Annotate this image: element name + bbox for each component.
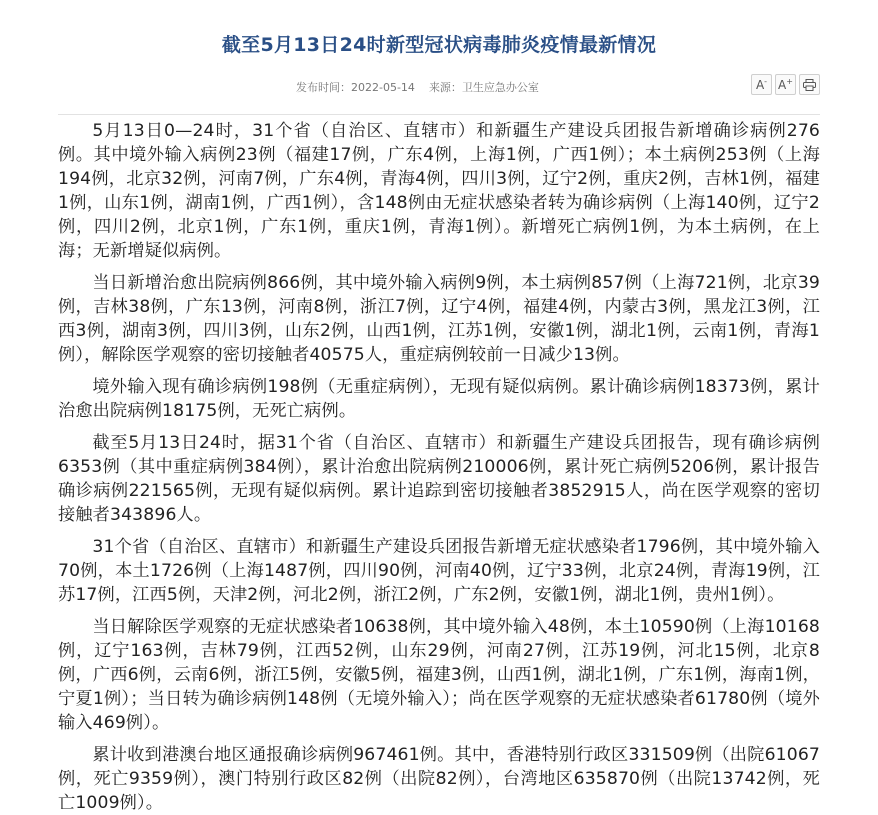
article-body — [58, 115, 820, 815]
paragraph-cumulative: 截至5月13日24时，据31个省（自治区、直辖市）和新疆生产建设兵团报告，现有确诊病例6353例（其中重症病例384例），累计治愈出院病例210006例，累计死亡病例5206例，累计报告确诊病例221565例，无现有疑似病例。累计追踪到密切接触者3852915人，尚在医学观察的密切接触者343896人。 — [58, 433, 820, 525]
publish-label: 发布时间： — [296, 81, 351, 94]
source-label: 来源： — [428, 81, 462, 94]
paragraph-hk-macau-taiwan: 累计收到港澳台地区通报确诊病例967461例。其中，香港特别行政区331509例（出院61067例，死亡9359例），澳门特别行政区82例（出院82例），台湾地区635870例（出院13742例，死亡1009例）。 — [58, 745, 820, 813]
source-name: 卫生应急办公室 — [461, 81, 539, 94]
paragraph-asymptomatic-new: 31个省（自治区、直辖市）和新疆生产建设兵团报告新增无症状感染者1796例，其中境外输入70例，本土1726例（上海1487例，四川90例，河南40例，辽宁33例，北京24例，青海19例，江苏17例，江西5例，天津2例，河北2例，浙江2例，广东2例，安徽1例，湖北1例，贵州1例）。 — [58, 537, 820, 605]
paragraph-imported-status: 境外输入现有确诊病例198例（无重症病例），无现有疑似病例。累计确诊病例18373例，累计治愈出院病例18175例，无死亡病例。 — [58, 377, 820, 421]
font-increase-button[interactable] — [775, 74, 796, 95]
paragraph-recovered: 当日新增治愈出院病例866例，其中境外输入病例9例，本土病例857例（上海721例，北京39例，吉林38例，广东13例，河南8例，浙江7例，辽宁4例，福建4例，内蒙古3例，黑龙江3例，江西3例，湖南3例，四川3例，山东2例，山西1例，江苏1例，安徽1例，湖北1例，云南1例，青海1例），解除医学观察的密切接触者40575人，重症病例较前一日减少13例。 — [58, 273, 820, 365]
font-decrease-icon: A- — [755, 77, 768, 92]
article-meta — [296, 80, 539, 96]
article-toolbar — [751, 74, 820, 95]
publish-date: 2022-05-14 — [351, 81, 415, 94]
print-button[interactable] — [799, 74, 820, 95]
printer-icon — [803, 79, 816, 91]
font-decrease-button[interactable] — [751, 74, 772, 95]
paragraph-asymptomatic-released: 当日解除医学观察的无症状感染者10638例，其中境外输入48例，本土10590例（上海10168例，辽宁163例，吉林79例，江西52例，山东29例，河南27例，江苏19例，河北15例，北京8例，广西6例，云南6例，浙江5例，安徽5例，福建3例，山西1例，湖北1例，广东1例，海南1例，宁夏1例）；当日转为确诊病例148例（无境外输入）；尚在医学观察的无症状感染者61780例（境外输入469例）。 — [58, 617, 820, 733]
paragraph-new-confirmed: 5月13日0—24时，31个省（自治区、直辖市）和新疆生产建设兵团报告新增确诊病例276例。其中境外输入病例23例（福建17例，广东4例，上海1例，广西1例）；本土病例253例（上海194例，北京32例，河南7例，广东4例，青海4例，四川3例，辽宁2例，重庆2例，吉林1例，福建1例，山东1例，湖南1例，广西1例），含148例由无症状感染者转为确诊病例（上海140例，辽宁2例，四川2例，北京1例，广东1例，重庆1例，青海1例）。新增死亡病例1例，为本土病例，在上海；无新增疑似病例。 — [58, 121, 820, 261]
article-meta-bar — [58, 74, 820, 115]
article-title: 截至5月13日24时新型冠状病毒肺炎疫情最新情况 — [221, 34, 657, 56]
font-increase-icon: A+ — [778, 77, 793, 92]
